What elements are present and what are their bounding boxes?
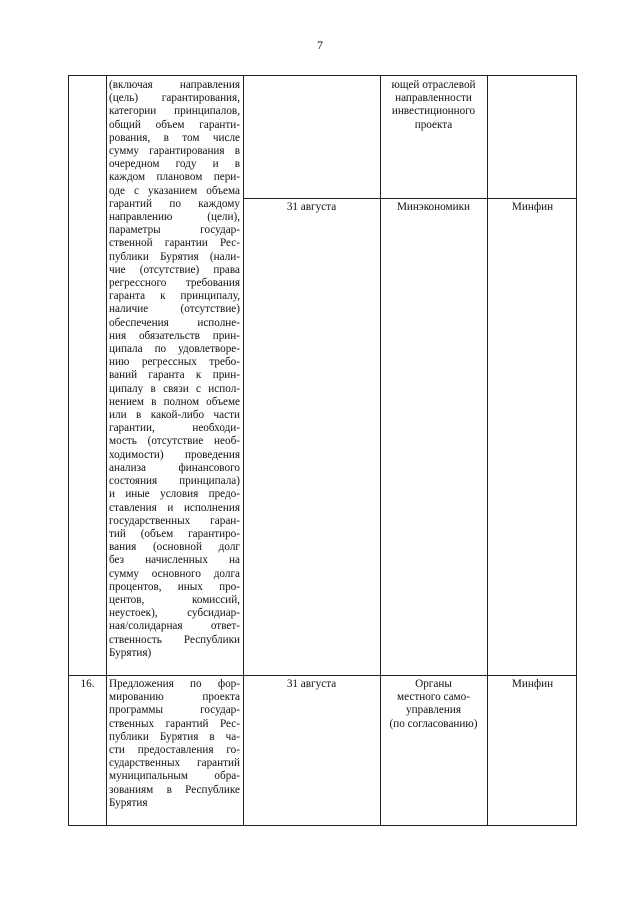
- row-divider: [243, 198, 576, 199]
- description-cell: Предложения по фор- мированию проекта программы государ- ственных гарантий Рес- публики Бурятия в ча- сти предоставления го- сударственных гарантий муниципальным обра- зованиям в Республике Бурятия: [109, 678, 240, 809]
- executor-cell: Органы местного само- управления (по согласованию): [389, 678, 478, 730]
- executor-cell: Минэкономики: [396, 201, 471, 213]
- column-divider: [106, 76, 107, 825]
- column-divider: [243, 76, 244, 825]
- row-divider: [69, 675, 576, 676]
- page-number: 7: [317, 38, 323, 52]
- column-divider: [380, 76, 381, 825]
- description-cell: (включая направления (цель) гарантирования, категории принципалов, общий объем гаранти- рования, в том числе сумму гарантирования в очередном году и в каждом плановом пери- оде с указанием объема гарантий по каждому направлению (цели), параметры государ- ственной гарантии Рес- публики Бурятия (нали- чие (отсутствие) права регрессного требования гаранта к принципалу, наличие (отсутствие) обеспечения исполне- ния обязательств прин- ципала по удовлетворе- нию регрессных требо- ваний гаранта к прин- ципалу в связи с испол- нением в полном объеме или в какой-либо части гарантии, необходи- мость (отсутствие необ- ходимости) проведения анализа финансового состояния принципала) и иные условия предо- ставления и исполнения государственных гаран- тий (объем гарантиро- вания (основной долг без начисленных на сумму основного долга процентов, иных про- центов, комиссий, неустоек), субсидиар- ная/солидарная ответ- ственность Республики Бурятия): [109, 79, 240, 659]
- column-divider: [487, 76, 488, 825]
- executor-cell: ющей отраслевой направленности инвестиционного проекта: [391, 79, 476, 131]
- row-number-cell: 16.: [80, 678, 95, 690]
- coexecutor-cell: Минфин: [511, 678, 554, 690]
- date-cell: 31 августа: [286, 201, 337, 213]
- coexecutor-cell: Минфин: [511, 201, 554, 213]
- date-cell: 31 августа: [286, 678, 337, 690]
- document-table: [68, 75, 577, 826]
